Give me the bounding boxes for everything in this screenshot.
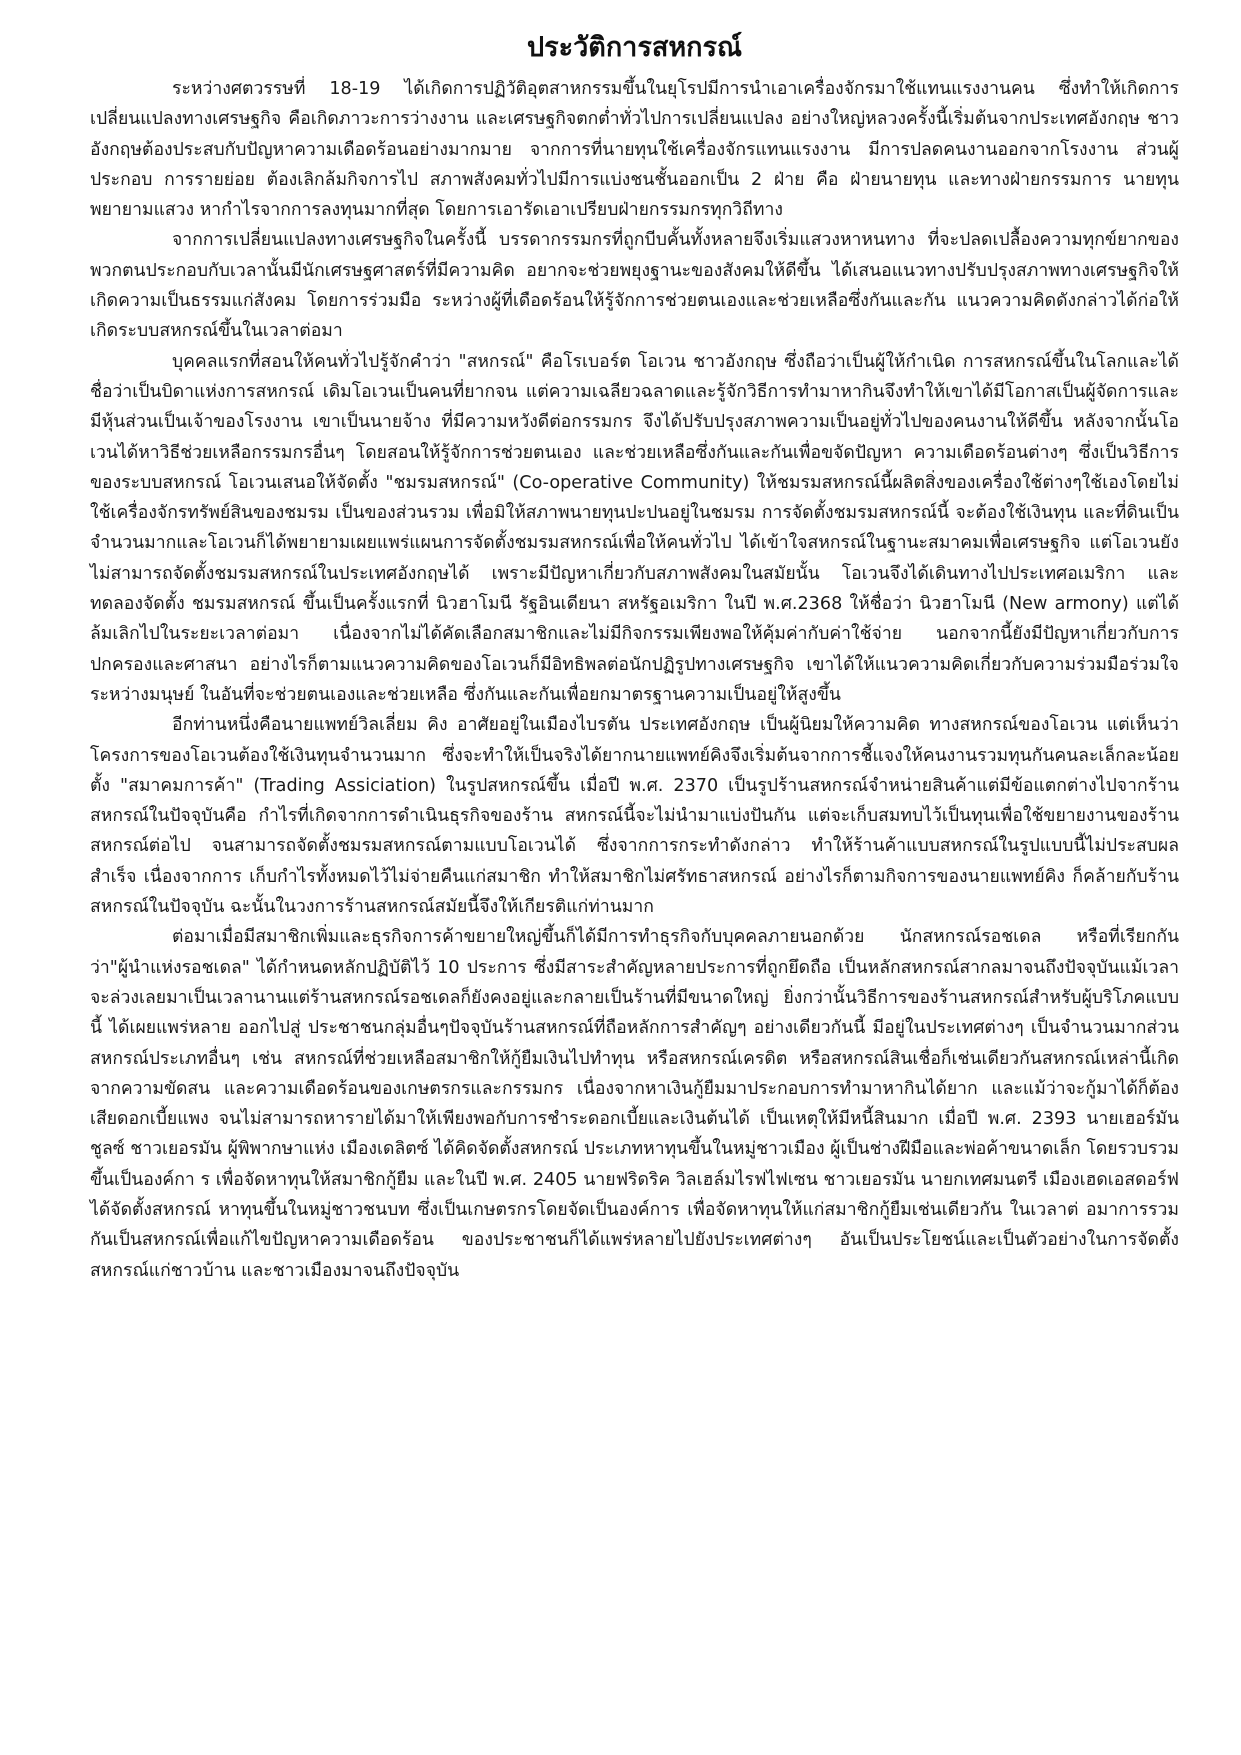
document-body	[90, 74, 1179, 1286]
paragraph-4: อีกท่านหนึ่งคือนายแพทย์วิลเลี่ยม คิง อาศัยอยู่ในเมืองไบรตัน ประเทศอังกฤษ เป็นผู้นิยมให้ความคิด ทางสหกรณ์ของโอเวน แต่เห็นว่าโครงการของโอเวนต้องใช้เงินทุนจำนวนมาก ซึ่งจะทำให้เป็นจริงได้ยากนายแพทย์คิงจึงเริ่มต้นจากการชี้แจงให้คนงานรวมทุนกันคนละเล็กละน้อยตั้ง "สมาคมการค้า" (Trading Assiciation) ในรูปสหกรณ์ขึ้น เมื่อปี พ.ศ. 2370 เป็นรูปร้านสหกรณ์จำหน่ายสินค้าแต่มีข้อแตกต่างไปจากร้านสหกรณ์ในปัจจุบันคือ กำไรที่เกิดจากการดำเนินธุรกิจของร้าน สหกรณ์นี้จะไม่นำมาแบ่งปันกัน แต่จะเก็บสมทบไว้เป็นทุนเพื่อใช้ขยายงานของร้านสหกรณ์ต่อไป จนสามารถจัดตั้งชมรมสหกรณ์ตามแบบโอเวนได้ ซึ่งจากการกระทำดังกล่าว ทำให้ร้านค้าแบบสหกรณ์ในรูปแบบนี้ไม่ประสบผลสำเร็จ เนื่องจากการ เก็บกำไรทั้งหมดไว้ไม่จ่ายคืนแก่สมาชิก ทำให้สมาชิกไม่ศรัทธาสหกรณ์ อย่างไรก็ตามกิจการของนายแพทย์คิง ก็คล้ายกับร้านสหกรณ์ในปัจจุบัน ฉะนั้นในวงการร้านสหกรณ์สมัยนี้จึงให้เกียรติแก่ท่านมาก	[90, 715, 1179, 918]
paragraph-3: บุคคลแรกที่สอนให้คนทั่วไปรู้จักคำว่า "สหกรณ์" คือโรเบอร์ต โอเวน ชาวอังกฤษ ซึ่งถือว่าเป็นผู้ให้กำเนิด การสหกรณ์ขึ้นในโลกและได้ชื่อว่าเป็นบิดาแห่งการสหกรณ์ เดิมโอเวนเป็นคนที่ยากจน แต่ความเฉลียวฉลาดและรู้จักวิธีการทำมาหากินจึงทำให้เขาได้มีโอกาสเป็นผู้จัดการและมีหุ้นส่วนเป็นเจ้าของโรงงาน เขาเป็นนายจ้าง ที่มีความหวังดีต่อกรรมกร จึงได้ปรับปรุงสภาพความเป็นอยู่ทั่วไปของคนงานให้ดีขึ้น หลังจากนั้นโอเวนได้หาวิธีช่วยเหลือกรรมกรอื่นๆ โดยสอนให้รู้จักการช่วยตนเอง และช่วยเหลือซึ่งกันและกันเพื่อขจัดปัญหา ความเดือดร้อนต่างๆ ซึ่งเป็นวิธีการของระบบสหกรณ์ โอเวนเสนอให้จัดตั้ง "ชมรมสหกรณ์" (Co-operative Community) ให้ชมรมสหกรณ์นี้ผลิตสิ่งของเครื่องใช้ต่างๆใช้เองโดยไม่ใช้เครื่องจักรทรัพย์สินของชมรม เป็นของส่วนรวม เพื่อมิให้สภาพนายทุนปะปนอยู่ในชมรม การจัดตั้งชมรมสหกรณ์นี้ จะต้องใช้เงินทุน และที่ดินเป็นจำนวนมากและโอเวนก็ได้พยายามเผยแพร่แผนการจัดตั้งชมรมสหกรณ์เพื่อให้คนทั่วไป ได้เข้าใจสหกรณ์ในฐานะสมาคมเพื่อเศรษฐกิจ แต่โอเวนยังไม่สามารถจัดตั้งชมรมสหกรณ์ในประเทศอังกฤษได้ เพราะมีปัญหาเกี่ยวกับสภาพสังคมในสมัยนั้น โอเวนจึงได้เดินทางไปประเทศอเมริกา และทดลองจัดตั้ง ชมรมสหกรณ์ ขึ้นเป็นครั้งแรกที่ นิวฮาโมนี รัฐอินเดียนา สหรัฐอเมริกา ในปี พ.ศ.2368 ให้ชื่อว่า นิวฮาโมนี (New armony) แต่ได้ล้มเลิกไปในระยะเวลาต่อมา เนื่องจากไม่ได้คัดเลือกสมาชิกและไม่มีกิจกรรมเพียงพอให้คุ้มค่ากับค่าใช้จ่าย นอกจากนี้ยังมีปัญหาเกี่ยวกับการปกครองและศาสนา อย่างไรก็ตามแนวความคิดของโอเวนก็มีอิทธิพลต่อนักปฏิรูปทางเศรษฐกิจ เขาได้ให้แนวความคิดเกี่ยวกับความร่วมมือร่วมใจระหว่างมนุษย์ ในอันที่จะช่วยตนเองและช่วยเหลือ ซึ่งกันและกันเพื่อยกมาตรฐานความเป็นอยู่ให้สูงขึ้น	[90, 351, 1179, 705]
paragraph-1: ระหว่างศตวรรษที่ 18-19 ได้เกิดการปฏิวัติอุตสาหกรรมขึ้นในยุโรปมีการนำเอาเครื่องจักรมาใช้แทนแรงงานคน ซึ่งทำให้เกิดการเปลี่ยนแปลงทางเศรษฐกิจ คือเกิดภาวะการว่างงาน และเศรษฐกิจตกต่ำทั่วไปการเปลี่ยนแปลง อย่างใหญ่หลวงครั้งนี้เริ่มต้นจากประเทศอังกฤษ ชาวอังกฤษต้องประสบกับปัญหาความเดือดร้อนอย่างมากมาย จากการที่นายทุนใช้เครื่องจักรแทนแรงงาน มีการปลดคนงานออกจากโรงงาน ส่วนผู้ประกอบ การรายย่อย ต้องเลิกล้มกิจการไป สภาพสังคมทั่วไปมีการแบ่งชนชั้นออกเป็น 2 ฝ่าย คือ ฝ่ายนายทุน และทางฝ่ายกรรมการ นายทุนพยายามแสวง หากำไรจากการลงทุนมากที่สุด โดยการเอารัดเอาเปรียบฝ่ายกรรมกรทุกวิถีทาง	[90, 79, 1179, 221]
paragraph-5: ต่อมาเมื่อมีสมาชิกเพิ่มและธุรกิจการค้าขยายใหญ่ขึ้นก็ได้มีการทำธุรกิจกับบุคคลภายนอกด้วย นักสหกรณ์รอชเดล หรือที่เรียกกันว่า"ผู้นำแห่งรอชเดล" ได้กำหนดหลักปฏิบัติไว้ 10 ประการ ซึ่งมีสาระสำคัญหลายประการที่ถูกยึดถือ เป็นหลักสหกรณ์สากลมาจนถึงปัจจุบันแม้เวลาจะล่วงเลยมาเป็นเวลานานแต่ร้านสหกรณ์รอชเดลก็ยังคงอยู่และกลายเป็นร้านที่มีขนาดใหญ่ ยิ่งกว่านั้นวิธีการของร้านสหกรณ์สำหรับผู้บริโภคแบบนี้ ได้เผยแพร่หลาย ออกไปสู่ ประชาชนกลุ่มอื่นๆปัจจุบันร้านสหกรณ์ที่ถือหลักการสำคัญๆ อย่างเดียวกันนี้ มีอยู่ในประเทศต่างๆ เป็นจำนวนมากส่วนสหกรณ์ประเภทอื่นๆ เช่น สหกรณ์ที่ช่วยเหลือสมาชิกให้กู้ยืมเงินไปทำทุน หรือสหกรณ์เครดิต หรือสหกรณ์สินเชื่อก็เช่นเดียวกันสหกรณ์เหล่านี้เกิดจากความขัดสน และความเดือดร้อนของเกษตรกรและกรรมกร เนื่องจากหาเงินกู้ยืมมาประกอบการทำมาหากินได้ยาก และแม้ว่าจะกู้มาได้ก็ต้องเสียดอกเบี้ยแพง จนไม่สามารถหารายได้มาให้เพียงพอกับการชำระดอกเบี้ยและเงินต้นได้ เป็นเหตุให้มีหนี้สินมาก เมื่อปี พ.ศ. 2393 นายเฮอร์มัน ชูลซ์ ชาวเยอรมัน ผู้พิพากษาแห่ง เมืองเดลิตซ์ ได้คิดจัดตั้งสหกรณ์ ประเภทหาทุนขึ้นในหมู่ชาวเมือง ผู้เป็นช่างฝีมือและพ่อค้าขนาดเล็ก โดยรวบรวมขึ้นเป็นองค์กา ร เพื่อจัดหาทุนให้สมาชิกกู้ยืม และในปี พ.ศ. 2405 นายฟริดริค วิลเฮล์มไรฟไฟเซน ชาวเยอรมัน นายกเทศมนตรี เมืองเฮดเอสดอร์ฟได้จัดตั้งสหกรณ์ หาทุนขึ้นในหมู่ชาวชนบท ซึ่งเป็นเกษตรกรโดยจัดเป็นองค์การ เพื่อจัดหาทุนให้แก่สมาชิกกู้ยืมเช่นเดียวกัน ในเวลาต่ อมาการรวมกันเป็นสหกรณ์เพื่อแก้ไขปัญหาความเดือดร้อน ของประชาชนก็ได้แพร่หลายไปยังประเทศต่างๆ อันเป็นประโยชน์และเป็นตัวอย่างในการจัดตั้งสหกรณ์แก่ชาวบ้าน และชาวเมืองมาจนถึงปัจจุบัน	[90, 927, 1179, 1281]
page-title: ประวัติการสหกรณ์	[526, 32, 743, 63]
paragraph-2: จากการเปลี่ยนแปลงทางเศรษฐกิจในครั้งนี้ บรรดากรรมกรที่ถูกบีบคั้นทั้งหลายจึงเริ่มแสวงหาหนทาง ที่จะปลดเปลื้องความทุกข์ยากของพวกตนประกอบกับเวลานั้นมีนักเศรษฐศาสตร์ที่มีความคิด อยากจะช่วยพยุงฐานะของสังคมให้ดีขึ้น ได้เสนอแนวทางปรับปรุงสภาพทางเศรษฐกิจให้เกิดความเป็นธรรมแก่สังคม โดยการร่วมมือ ระหว่างผู้ที่เดือดร้อนให้รู้จักการช่วยตนเองและช่วยเหลือซึ่งกันและกัน แนวความคิดดังกล่าวได้ก่อให้เกิดระบบสหกรณ์ขึ้นในเวลาต่อมา	[90, 230, 1179, 342]
